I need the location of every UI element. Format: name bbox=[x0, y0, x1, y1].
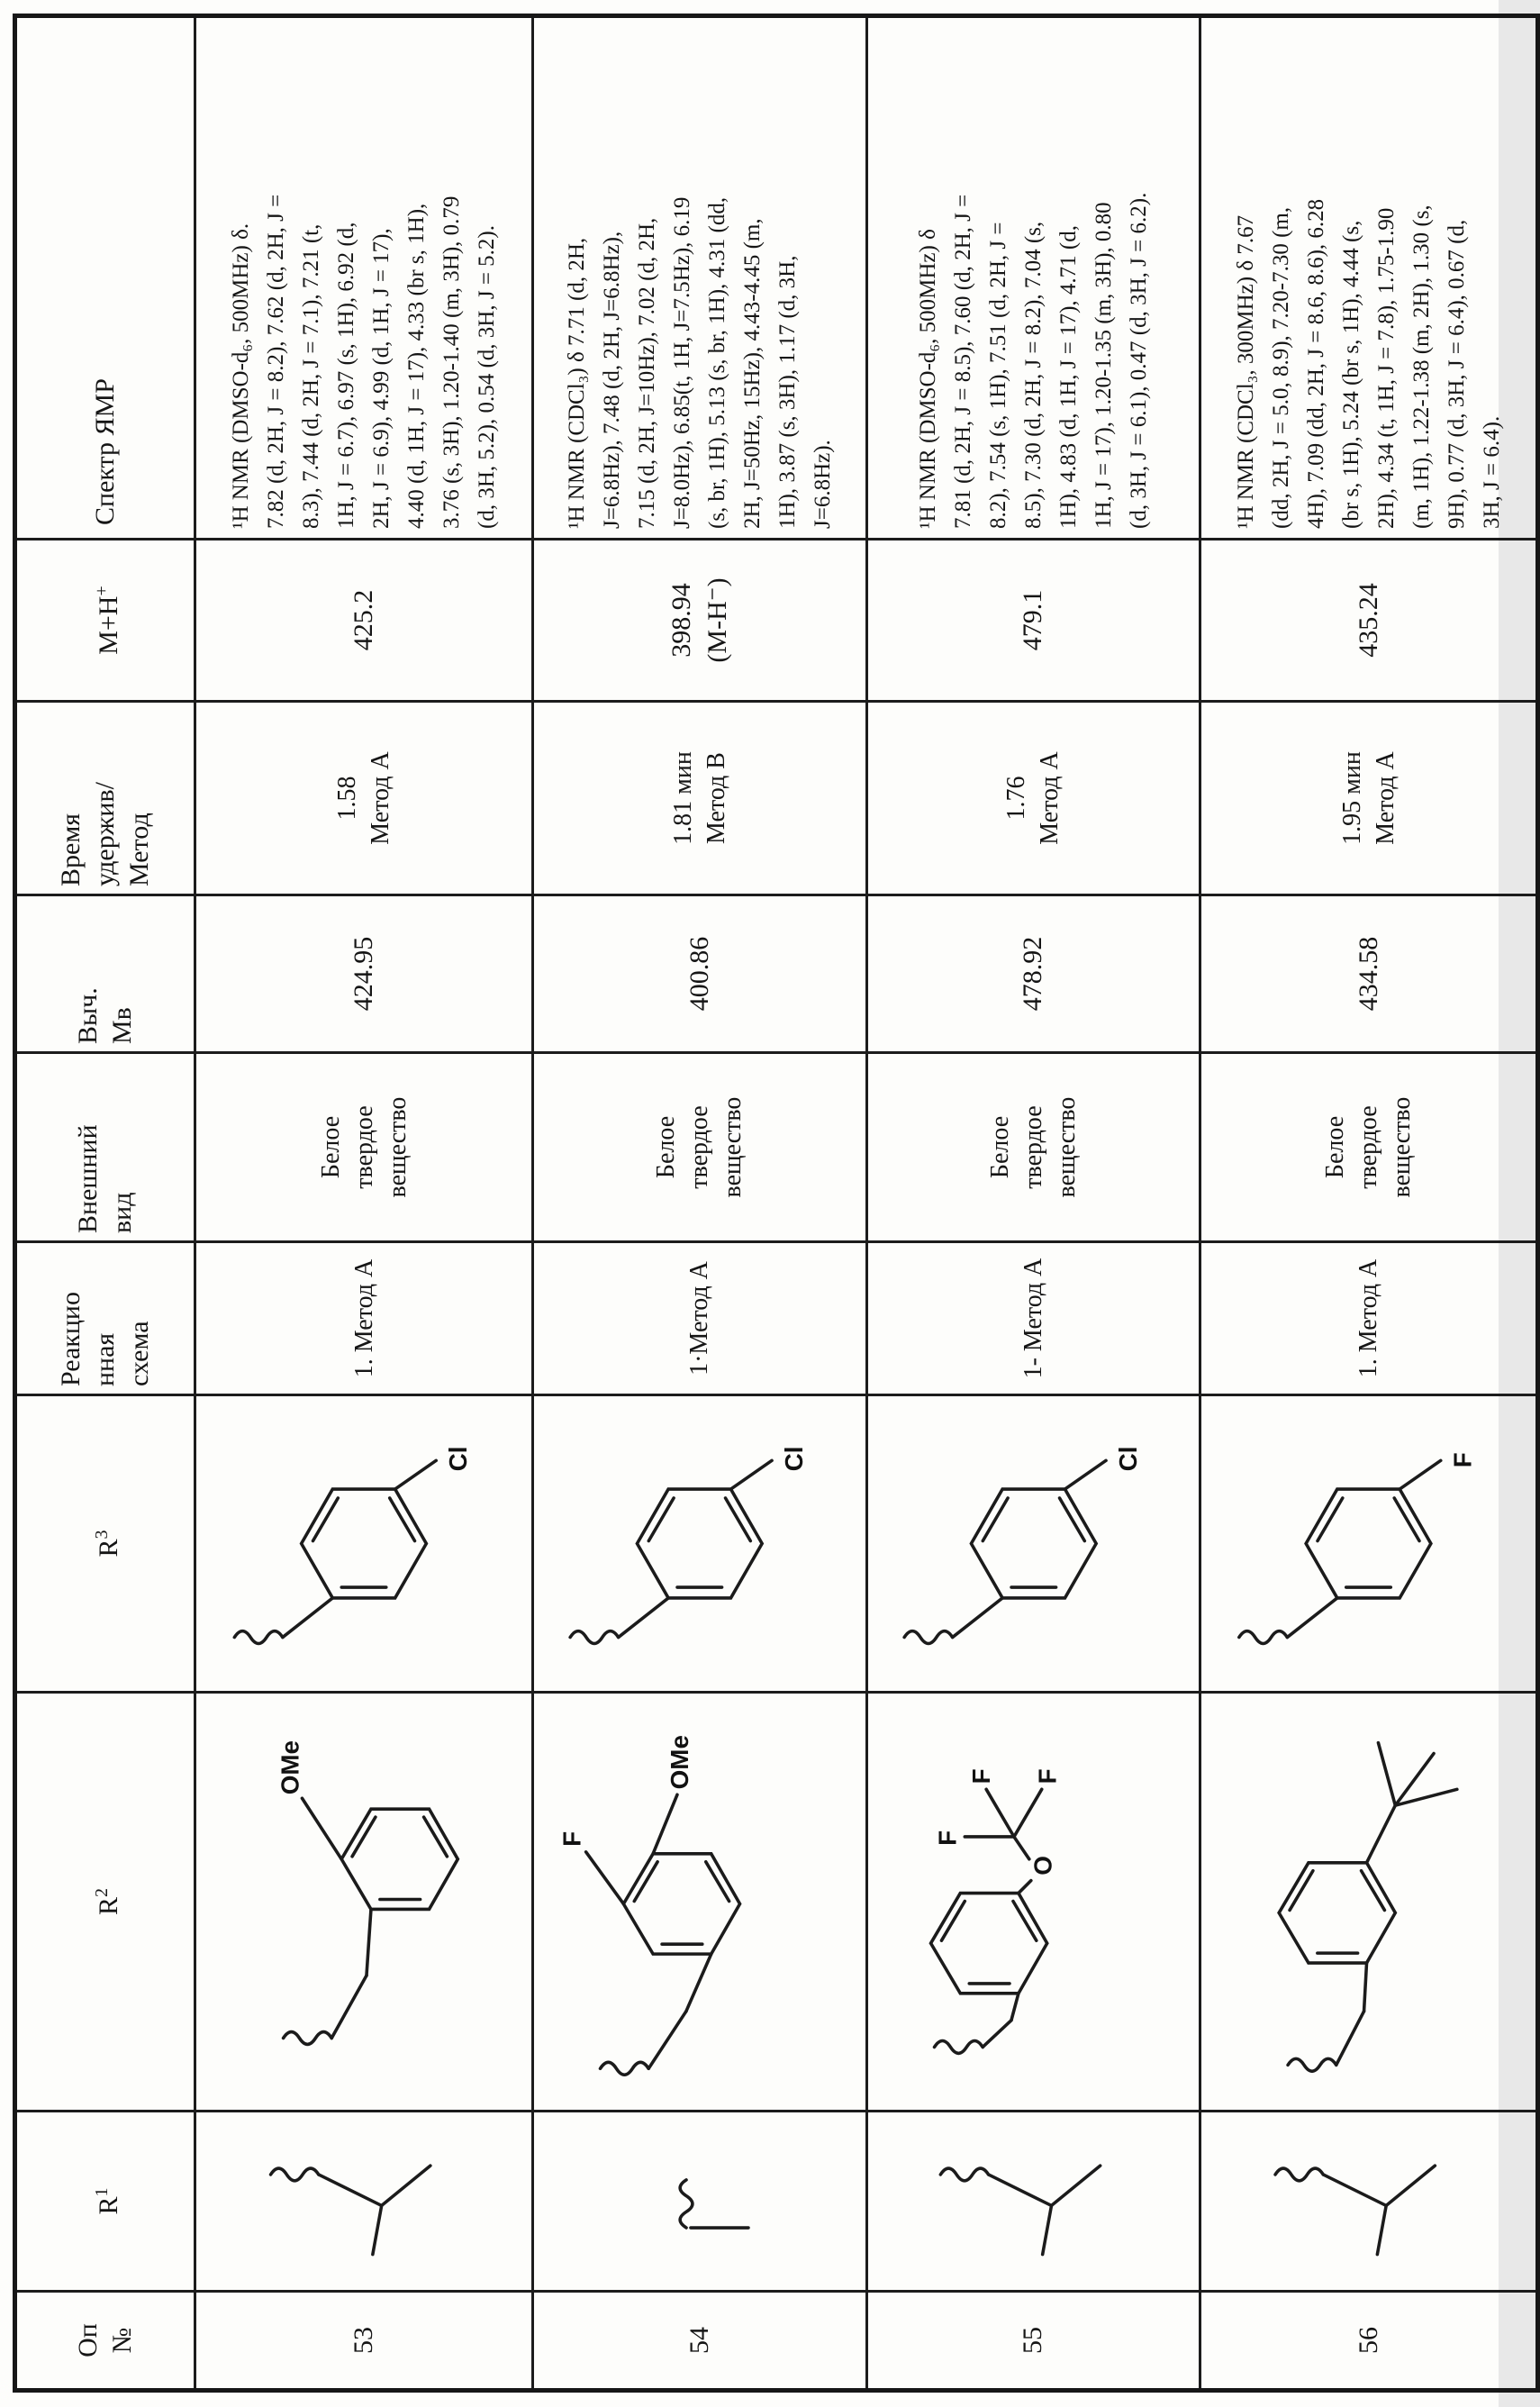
cell-54-r3 bbox=[533, 1395, 867, 1693]
cell-55-r1 bbox=[866, 2112, 1200, 2292]
col-header-appearance: Внешний вид bbox=[15, 1053, 195, 1242]
cell-53-appearance: Белое твердое вещество bbox=[195, 1053, 533, 1242]
structure-r3-chlorophenyl bbox=[534, 1396, 865, 1691]
col-header-r3: $R^3$ bbox=[15, 1395, 195, 1693]
cell-53-rt: 1.58 Метод А bbox=[195, 702, 533, 895]
structure-r2-tertbutylphenethyl bbox=[1201, 1694, 1535, 2110]
attachment-squiggle-icon bbox=[284, 2032, 332, 2045]
attachment-squiggle-icon bbox=[234, 1631, 283, 1644]
cell-56-r3 bbox=[1200, 1395, 1538, 1693]
table-row-56 bbox=[1200, 16, 1538, 2391]
cell-53-mh: 425.2 bbox=[195, 540, 533, 702]
table-row-53 bbox=[195, 16, 533, 2391]
compound-table bbox=[13, 14, 1540, 2393]
cell-55-op: 55 bbox=[866, 2292, 1200, 2391]
col-header-mw: Выч. Мв bbox=[15, 895, 195, 1053]
cell-56-op: 56 bbox=[1200, 2292, 1538, 2391]
cell-54-scheme: 1·Метод А bbox=[533, 1242, 867, 1395]
attachment-squiggle-icon bbox=[570, 1631, 619, 1644]
fluoro-label: F bbox=[966, 1768, 995, 1785]
cell-56-mw: 434.58 bbox=[1200, 895, 1538, 1053]
cell-53-mw: 424.95 bbox=[195, 895, 533, 1053]
cell-56-mh: 435.24 bbox=[1200, 540, 1538, 702]
cell-56-r2 bbox=[1200, 1693, 1538, 2112]
cell-54-mh: 398.94 (M-H⁻) bbox=[533, 540, 867, 702]
structure-r3-chlorophenyl bbox=[196, 1396, 531, 1691]
attachment-squiggle-icon bbox=[680, 2180, 693, 2228]
attachment-squiggle-icon bbox=[940, 2168, 988, 2181]
attachment-squiggle-icon bbox=[904, 1631, 953, 1644]
cell-53-nmr: ¹H NMR (DMSO-d₆, 500MHz) δ. 7.82 (d, 2H, J = 8.2), 7.62 (d, 2H, J = 8.3), 7.44 (d, 2H, J = 7.1), 7.21 (t, 1H, J = 6.7), 6.97 (s, 1H), 6.92 (d, 2H, J = 6.9), 4.99 (d, 1H, J = 17), 4.40 (d, 1H, J = 17), 4.33 (br s, 1H), 3.76 (s, 3H), 1.20-1.40 (m, 3H), 0.79 (d, 3H, 5.2), 0.54 (d, 3H, J = 5.2). bbox=[195, 16, 533, 540]
oxygen-label: O bbox=[1028, 1856, 1057, 1876]
benzene-ring bbox=[637, 1489, 762, 1598]
cell-53-r2 bbox=[195, 1693, 533, 2112]
cell-54-appearance: Белое твердое вещество bbox=[533, 1053, 867, 1242]
structure-r1-isobutyl bbox=[1201, 2112, 1535, 2290]
attachment-squiggle-icon bbox=[1275, 2168, 1323, 2181]
cell-53-r3 bbox=[195, 1395, 533, 1693]
col-header-op bbox=[15, 2292, 195, 2391]
header-row bbox=[15, 16, 195, 2391]
halogen-label: Cl bbox=[443, 1446, 472, 1472]
cell-53-r1 bbox=[195, 2112, 533, 2292]
structure-r1-methyl bbox=[534, 2112, 865, 2290]
structure-r1-isobutyl bbox=[196, 2112, 531, 2290]
cell-55-mw: 478.92 bbox=[866, 895, 1200, 1053]
col-header-rt: Время удержив/ Метод bbox=[15, 702, 195, 895]
structure-r1-isobutyl bbox=[868, 2112, 1200, 2290]
cell-55-rt: 1.76 Метод А bbox=[866, 702, 1200, 895]
attachment-squiggle-icon bbox=[1239, 1631, 1288, 1644]
cell-56-nmr: ¹H NMR (CDCl₃, 300MHz) δ 7.67 (dd, 2H, J = 5.0, 8.9), 7.20-7.30 (m, 4H), 7.09 (dd, 2H, J = 8.6, 8.6), 6.28 (br s, 1H), 5.24 (br s, 1H), 4.44 (s, 2H), 4.34 (t, 1H, J = 7.8), 1.75-1.90 (m, 1H), 1.22-1.38 (m, 2H), 1.30 (s, 9H), 0.77 (d, 3H, J = 6.4), 0.67 (d, 3H, J = 6.4). bbox=[1200, 16, 1538, 540]
cell-55-appearance: Белое твердое вещество bbox=[866, 1053, 1200, 1242]
cell-55-mh: 479.1 bbox=[866, 540, 1200, 702]
fluoro-label: F bbox=[1033, 1768, 1062, 1785]
cell-54-rt: 1.81 мин Метод В bbox=[533, 702, 867, 895]
benzene-ring bbox=[1306, 1489, 1431, 1598]
attachment-squiggle-icon bbox=[271, 2168, 319, 2181]
ome-label: OMe bbox=[665, 1735, 693, 1790]
cell-54-op: 54 bbox=[533, 2292, 867, 2391]
benzene-ring bbox=[930, 1894, 1046, 1994]
fluoro-label: F bbox=[557, 1830, 586, 1847]
ome-label: OMe bbox=[276, 1740, 304, 1795]
attachment-squiggle-icon bbox=[601, 2062, 649, 2075]
benzene-ring bbox=[623, 1854, 739, 1954]
halogen-label: Cl bbox=[1113, 1446, 1142, 1472]
benzene-ring bbox=[1279, 1863, 1395, 1963]
structure-r2-fluoro-methoxyphenethyl bbox=[534, 1694, 865, 2110]
cell-56-appearance: Белое твердое вещество bbox=[1200, 1053, 1538, 1242]
col-header-r2: $R^2$ bbox=[15, 1693, 195, 2112]
cell-56-r1 bbox=[1200, 2112, 1538, 2292]
attachment-squiggle-icon bbox=[934, 2040, 983, 2053]
cell-55-nmr: ¹H NMR (DMSO-d₆, 500MHz) δ 7.81 (d, 2H, J = 8.5), 7.60 (d, 2H, J = 8.2), 7.54 (s, 1H), 7.51 (d, 2H, J = 8.5), 7.30 (d, 2H, J = 8.2), 7.04 (s, 1H), 4.83 (d, 1H, J = 17), 4.71 (d, 1H, J = 17), 1.20-1.35 (m, 3H), 0.80 (d, 3H, J = 6.1), 0.47 (d, 3H, J = 6.2). bbox=[866, 16, 1200, 540]
cell-56-scheme: 1. Метод А bbox=[1200, 1242, 1538, 1395]
header-op-line1: Оп bbox=[73, 2323, 103, 2357]
structure-r3-chlorophenyl bbox=[868, 1396, 1200, 1691]
benzene-ring bbox=[341, 1809, 457, 1909]
cell-54-r2 bbox=[533, 1693, 867, 2112]
table-row-55 bbox=[866, 16, 1200, 2391]
structure-r3-fluorophenyl bbox=[1201, 1396, 1535, 1691]
cell-55-r2 bbox=[866, 1693, 1200, 2112]
halogen-label: Cl bbox=[779, 1446, 808, 1472]
cell-54-nmr: ¹H NMR (CDCl₃) δ 7.71 (d, 2H, J=6.8Hz), 7.48 (d, 2H, J=6.8Hz), 7.15 (d, 2H, J=10Hz), 7.02 (d, 2H, J=8.0Hz), 6.85(t, 1H, J=7.5Hz), 6.19 (s, br, 1H), 5.13 (s, br, 1H), 4.31 (dd, 2H, J=50Hz, 15Hz), 4.43-4.45 (m, 1H), 3.87 (s, 3H), 1.17 (d, 3H, J=6.8Hz). bbox=[533, 16, 867, 540]
table-row-54 bbox=[533, 16, 867, 2391]
col-header-scheme: Реакцио нная схема bbox=[15, 1242, 195, 1395]
col-header-nmr: Спектр ЯМР bbox=[15, 16, 195, 540]
cell-53-scheme: 1. Метод А bbox=[195, 1242, 533, 1395]
header-op-line2: № bbox=[107, 2327, 137, 2354]
structure-r2-trifluoromethoxyphenethyl bbox=[868, 1694, 1200, 2110]
structure-r2-methoxyphenethyl bbox=[196, 1694, 531, 2110]
cell-55-r3 bbox=[866, 1395, 1200, 1693]
col-header-mh: M+H+ bbox=[15, 540, 195, 702]
cell-54-r1 bbox=[533, 2112, 867, 2292]
fluoro-label: F bbox=[932, 1830, 961, 1846]
cell-55-scheme: 1- Метод А bbox=[866, 1242, 1200, 1395]
col-header-r1: $R^1$ bbox=[15, 2112, 195, 2292]
benzene-ring bbox=[971, 1489, 1096, 1598]
halogen-label: F bbox=[1448, 1452, 1477, 1468]
cell-54-mw: 400.86 bbox=[533, 895, 867, 1053]
benzene-ring bbox=[302, 1489, 427, 1598]
cell-53-op: 53 bbox=[195, 2292, 533, 2391]
cell-56-rt: 1.95 мин Метод А bbox=[1200, 702, 1538, 895]
attachment-squiggle-icon bbox=[1288, 2058, 1336, 2071]
